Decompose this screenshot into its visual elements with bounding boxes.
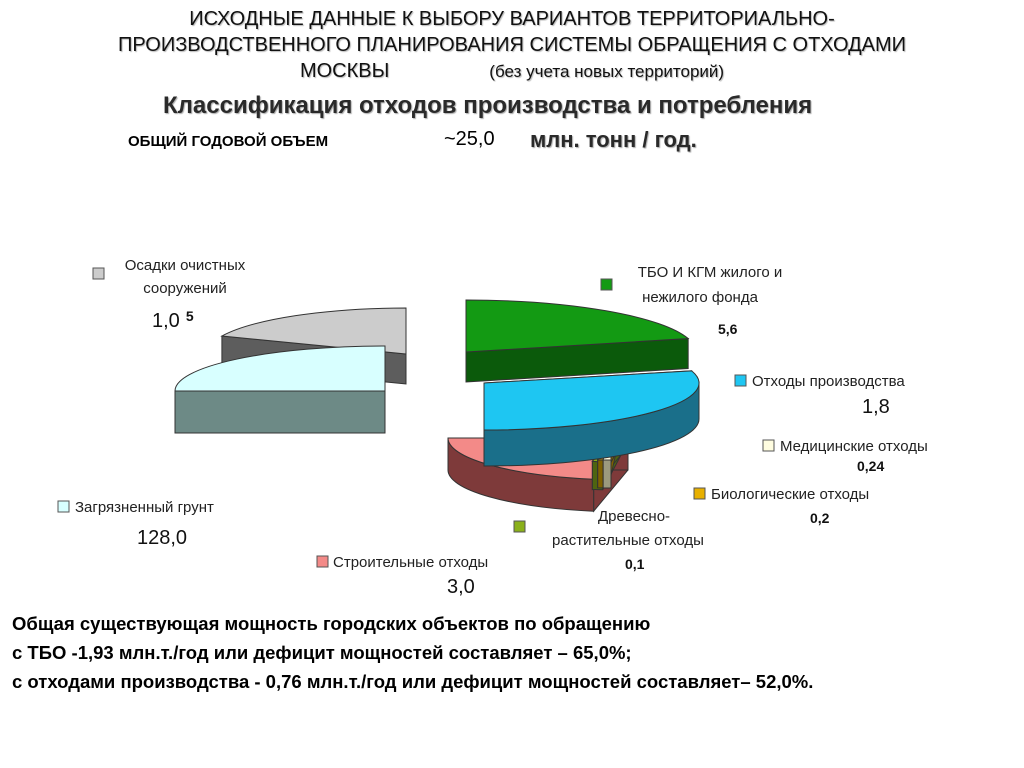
title-line-3-text: МОСКВЫ (299, 60, 390, 82)
label-construction: Строительные отходы (333, 554, 489, 571)
label-medical: Медицинские отходы (780, 438, 928, 455)
summary-line-1: Общая существующая мощность городских объектов по обращению (12, 613, 651, 634)
pie-slice-production (484, 371, 699, 466)
legend-marker-tbo (601, 279, 612, 290)
label-soil: Загрязненный грунт (75, 499, 214, 516)
label-sludge-1: Осадки очистных (124, 257, 246, 274)
value-wood: 0,1 (625, 556, 645, 572)
units-label: млн. тонн / год. (530, 127, 697, 152)
value-bio: 0,2 (810, 510, 830, 526)
value-sludge: 1,0 $^5$ (152, 308, 194, 332)
label-production: Отходы производства (752, 373, 905, 390)
value-soil: 128,0 (137, 527, 188, 549)
chart-subtitle: Классификация отходов производства и потребления (163, 92, 813, 119)
pie-slice-tbo (466, 300, 688, 382)
legend-marker-production (735, 375, 746, 386)
title-line-1: ИСХОДНЫЕ ДАННЫЕ К ВЫБОРУ ВАРИАНТОВ ТЕРРИТОРИАЛЬНО- (189, 8, 835, 30)
label-tbo-2: нежилого фонда (642, 289, 758, 306)
title-note: (без учета новых территорий) (489, 62, 725, 81)
pie-layer (175, 300, 699, 511)
legend-marker-medical (763, 440, 774, 451)
capacity-summary (12, 609, 813, 696)
label-wood-1: Древесно- (597, 508, 671, 525)
label-wood-2: растительные отходы (552, 532, 704, 549)
value-construction: 3,0 (447, 576, 475, 598)
summary-line-3: с отходами производства - 0,76 млн.т./год или дефицит мощностей составляет– 52,0%. (12, 671, 814, 692)
total-volume-label: ОБЩИЙ ГОДОВОЙ ОБЪЕМ (128, 133, 329, 150)
legend-marker-wood (514, 521, 525, 532)
label-sludge-2: сооружений (143, 280, 227, 297)
value-production: 1,8 (862, 396, 890, 418)
legend-marker-construction (317, 556, 328, 567)
total-volume-value: ~25,0 (444, 128, 495, 150)
label-tbo-1: ТБО И КГМ жилого и (637, 264, 783, 281)
legend-marker-soil (58, 501, 69, 512)
legend-marker-sludge (93, 268, 104, 279)
legend-marker-bio (694, 488, 705, 499)
pie-slice-medical-wall (603, 460, 611, 488)
title-line-2: ПРОИЗВОДСТВЕННОГО ПЛАНИРОВАНИЯ СИСТЕМЫ ОБРАЩЕНИЯ С ОТХОДАМИ (117, 34, 906, 56)
summary-line-2: с ТБО -1,93 млн.т./год или дефицит мощностей составляет – 65,0%; (12, 642, 632, 663)
pie-slice-soil-side-0 (175, 391, 385, 433)
pie-slice-soil-top (175, 346, 385, 391)
pie-slice-soil (175, 346, 385, 433)
value-medical: 0,24 (857, 458, 885, 474)
label-bio: Биологические отходы (711, 486, 870, 503)
value-tbo: 5,6 (718, 321, 738, 337)
